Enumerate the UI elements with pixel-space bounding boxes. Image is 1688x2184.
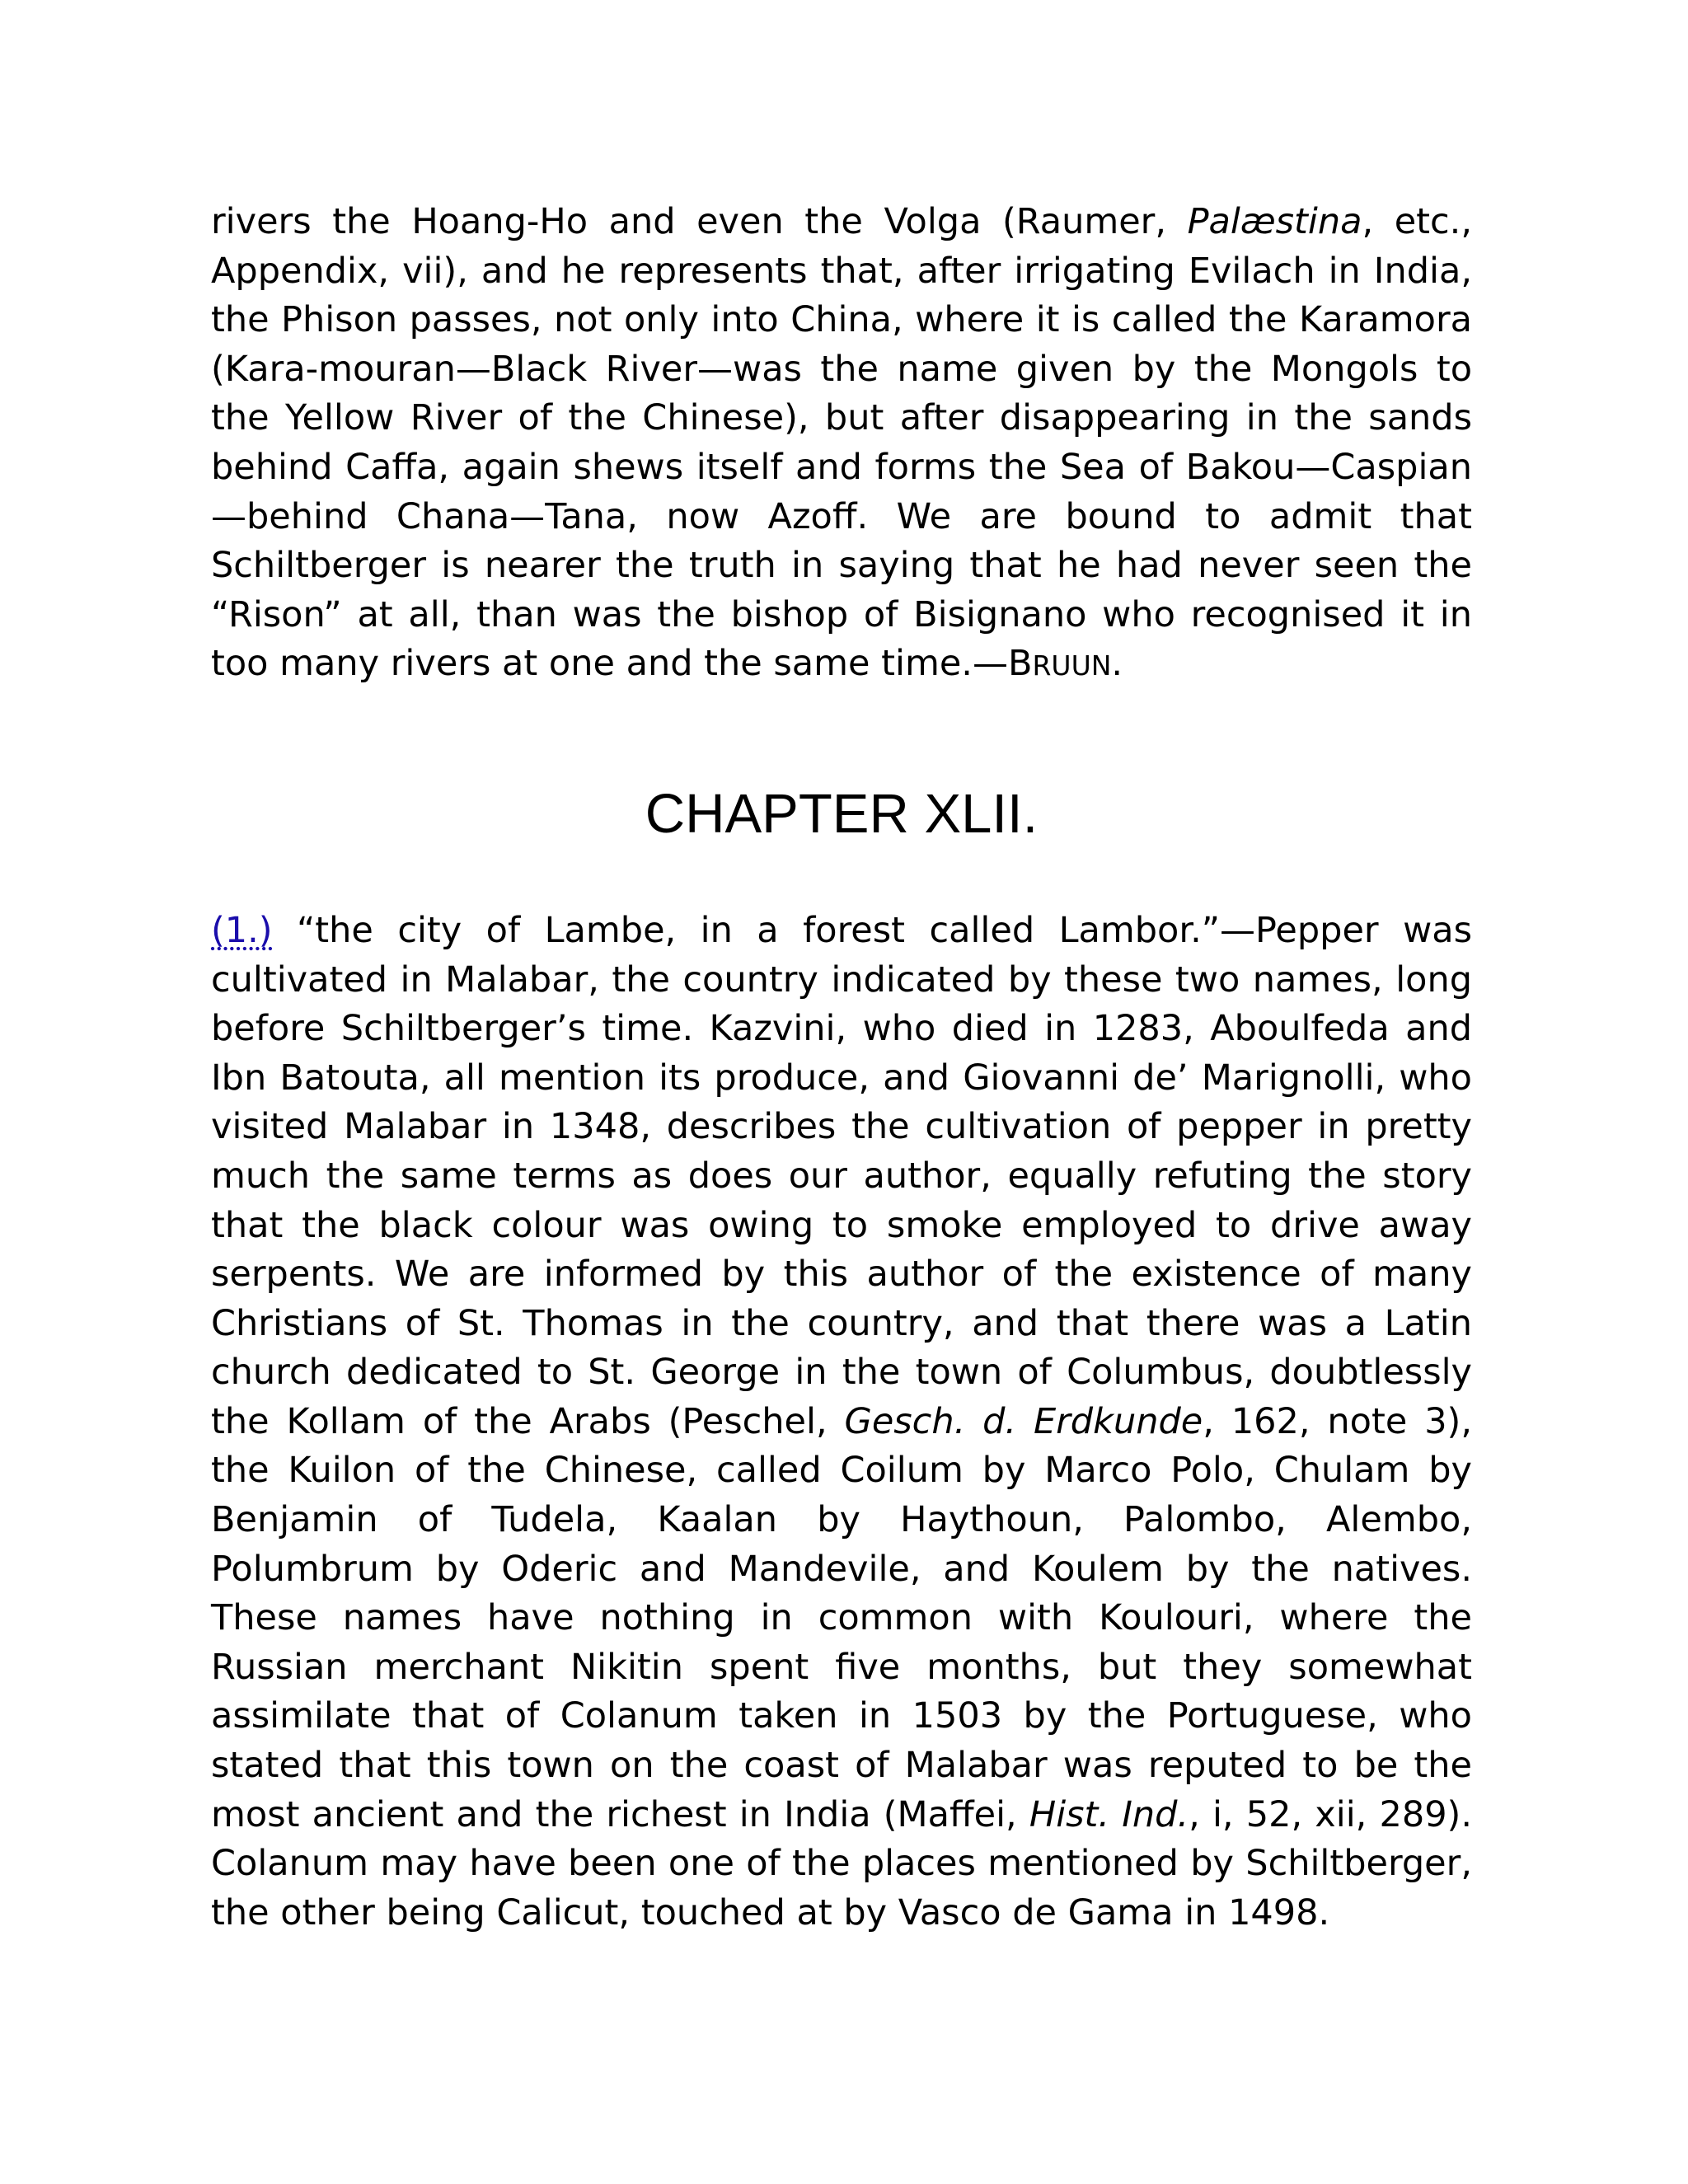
note-continuation-paragraph — [211, 198, 1472, 691]
paragraph-text: rivers the Hoang-Ho and even the Volga (Raumer, — [211, 201, 1188, 242]
book-title-italic: Hist. Ind. — [1029, 1793, 1189, 1835]
note-reference-link[interactable]: (1.) — [211, 909, 273, 951]
book-title-italic: Gesch. d. Erdkunde — [844, 1400, 1203, 1442]
chapter-note-paragraph — [211, 907, 1472, 1938]
paragraph-text: , 162, note 3), the Kuilon of the Chinese, called Coilum by Marco Polo, Chulam by Benjamin of Tudela, Kaalan by Haythoun, Palombo, Alembo, Polumbrum by Oderic and Mandevile, and Koulem by the natives. These names have nothing in common with Koulouri, where the Russian merchant Nikitin spent five months, but they somewhat assimilate that of Colanum taken in 1503 by the Portuguese, who stated that this town on the coast of Malabar was reputed to be the most ancient and the richest in India (Maffei, — [211, 1400, 1472, 1835]
page-content — [211, 198, 1472, 1938]
signature-rest: RUUN — [1032, 649, 1112, 682]
chapter-heading: CHAPTER XLII. — [645, 782, 1039, 845]
paragraph-text: “the city of Lambe, in a forest called Lambor.”—Pepper was cultivated in Malabar, the country indicated by these two names, long before Schiltberger’s time. Kazvini, who died in 1283, Aboulfeda and Ibn Batouta, all mention its produce, and Giovanni de’ Marignolli, who visited Malabar in 1348, describes the cultivation of pepper in pretty much the same terms as does our author, equally refuting the story that the black colour was owing to smoke employed to drive away serpents. We are informed by this author of the existence of many Christians of St. Thomas in the country, and that there was a Latin church dedicated to St. George in the town of Columbus, doubtlessly the Kollam of the Arabs (Peschel, — [211, 909, 1472, 1442]
signature-initial: B — [1007, 643, 1033, 685]
book-title-italic: Palæstina — [1187, 201, 1362, 242]
paragraph-text: . — [1111, 643, 1123, 685]
paragraph-text: , i, 52, xii, 289). Colanum may have been one of the places mentioned by Schiltberger, the other being Calicut, touched at by Vasco de Gama in 1498. — [211, 1793, 1473, 1933]
author-signature — [1008, 643, 1111, 684]
paragraph-text: , etc., Appendix, vii), and he represents that, after irrigating Evilach in India, the Phison passes, not only into China, where it is called the Karamora (Kara-mouran—Black River—was the name given by the Mongols to the Yellow River of the Chinese), but after disappearing in the sands behind Caffa, again shews itself and forms the Sea of Bakou—Caspian—behind Chana—Tana, now Azoff. We are bound to admit that Schiltberger is nearer the truth in saying that he had never seen the “Rison” at all, than was the bishop of Bisignano who recognised it in too many rivers at one and the same time.— — [211, 201, 1472, 685]
